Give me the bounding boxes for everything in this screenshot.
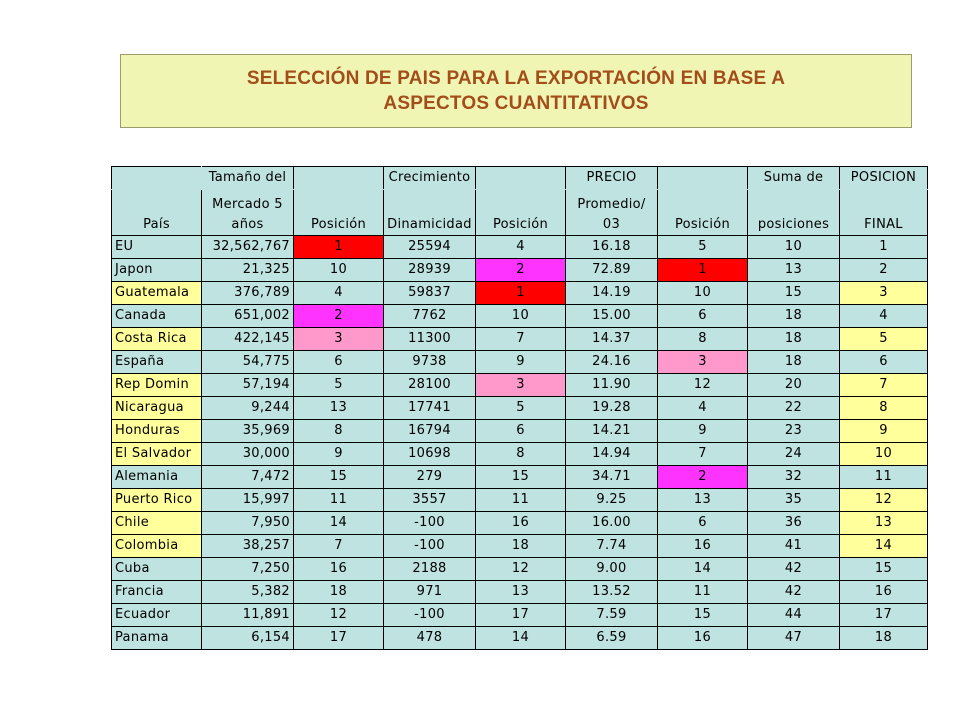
dynamism-cell: 9738 (384, 351, 476, 374)
market-size-cell: 422,145 (202, 328, 294, 351)
position-cell: 17 (294, 627, 384, 650)
country-cell: Cuba (112, 558, 202, 581)
country-cell: Costa Rica (112, 328, 202, 351)
position-cell: 15 (476, 466, 566, 489)
dynamism-cell: -100 (384, 512, 476, 535)
sum-positions-cell: 42 (748, 581, 840, 604)
country-cell: Chile (112, 512, 202, 535)
dynamism-cell: -100 (384, 604, 476, 627)
market-size-cell: 38,257 (202, 535, 294, 558)
header-label: Posición (492, 217, 549, 232)
price-cell: 16.18 (566, 236, 658, 259)
market-size-cell: 57,194 (202, 374, 294, 397)
position-cell: 10 (658, 282, 748, 305)
header-label: Posición (674, 217, 731, 232)
table-row (112, 236, 928, 259)
dynamism-cell: 10698 (384, 443, 476, 466)
market-size-cell: 651,002 (202, 305, 294, 328)
position-cell: 9 (294, 443, 384, 466)
position-cell: 16 (658, 535, 748, 558)
position-cell: 2 (658, 466, 748, 489)
market-size-cell: 21,325 (202, 259, 294, 282)
sum-positions-cell: 18 (748, 305, 840, 328)
table-row (112, 558, 928, 581)
position-cell: 2 (294, 305, 384, 328)
header-cell (476, 190, 566, 236)
final-position-cell: 5 (840, 328, 928, 351)
position-cell: 4 (294, 282, 384, 305)
final-position-cell: 13 (840, 512, 928, 535)
price-cell: 14.94 (566, 443, 658, 466)
dynamism-cell: 279 (384, 466, 476, 489)
position-cell: 11 (476, 489, 566, 512)
header-row-1 (112, 167, 928, 190)
sum-positions-cell: 24 (748, 443, 840, 466)
country-cell: Francia (112, 581, 202, 604)
sum-positions-cell: 10 (748, 236, 840, 259)
position-cell: 6 (658, 305, 748, 328)
table-row (112, 328, 928, 351)
position-cell: 12 (294, 604, 384, 627)
header-label: posiciones (757, 217, 830, 232)
market-size-cell: 5,382 (202, 581, 294, 604)
final-position-cell: 3 (840, 282, 928, 305)
dynamism-cell: 59837 (384, 282, 476, 305)
sum-positions-cell: 35 (748, 489, 840, 512)
market-size-cell: 7,950 (202, 512, 294, 535)
sum-positions-cell: 42 (748, 558, 840, 581)
sum-positions-cell: 41 (748, 535, 840, 558)
header-cell: Crecimiento (384, 167, 476, 190)
country-cell: Japon (112, 259, 202, 282)
price-cell: 72.89 (566, 259, 658, 282)
country-cell: Rep Domin (112, 374, 202, 397)
final-position-cell: 8 (840, 397, 928, 420)
position-cell: 8 (294, 420, 384, 443)
header-cell: POSICION (840, 167, 928, 190)
header-label: Dinamicidad (387, 217, 472, 232)
dynamism-cell: 971 (384, 581, 476, 604)
final-position-cell: 4 (840, 305, 928, 328)
position-cell: 11 (294, 489, 384, 512)
market-size-cell: 54,775 (202, 351, 294, 374)
dynamism-cell: 28939 (384, 259, 476, 282)
position-cell: 12 (658, 374, 748, 397)
country-cell: Colombia (112, 535, 202, 558)
position-cell: 16 (658, 627, 748, 650)
market-size-cell: 376,789 (202, 282, 294, 305)
price-cell: 16.00 (566, 512, 658, 535)
country-cell: Nicaragua (112, 397, 202, 420)
final-position-cell: 11 (840, 466, 928, 489)
price-cell: 14.19 (566, 282, 658, 305)
header-cell (658, 167, 748, 190)
market-size-cell: 6,154 (202, 627, 294, 650)
final-position-cell: 18 (840, 627, 928, 650)
table-row (112, 627, 928, 650)
country-cell: España (112, 351, 202, 374)
header-label: FINAL (864, 217, 903, 232)
position-cell: 9 (658, 420, 748, 443)
position-cell: 2 (476, 259, 566, 282)
position-cell: 13 (294, 397, 384, 420)
header-cell (840, 190, 928, 236)
final-position-cell: 12 (840, 489, 928, 512)
position-cell: 15 (294, 466, 384, 489)
dynamism-cell: 7762 (384, 305, 476, 328)
final-position-cell: 2 (840, 259, 928, 282)
country-cell: El Salvador (112, 443, 202, 466)
price-cell: 9.25 (566, 489, 658, 512)
header-cell (476, 167, 566, 190)
price-cell: 7.59 (566, 604, 658, 627)
table-row (112, 397, 928, 420)
dynamism-cell: 17741 (384, 397, 476, 420)
country-cell: EU (112, 236, 202, 259)
position-cell: 17 (476, 604, 566, 627)
position-cell: 13 (476, 581, 566, 604)
final-position-cell: 1 (840, 236, 928, 259)
price-cell: 11.90 (566, 374, 658, 397)
country-cell: Guatemala (112, 282, 202, 305)
final-position-cell: 16 (840, 581, 928, 604)
position-cell: 11 (658, 581, 748, 604)
position-cell: 14 (658, 558, 748, 581)
position-cell: 7 (476, 328, 566, 351)
header-cell (202, 190, 294, 236)
country-cell: Honduras (112, 420, 202, 443)
dynamism-cell: 478 (384, 627, 476, 650)
position-cell: 6 (476, 420, 566, 443)
price-cell: 19.28 (566, 397, 658, 420)
table-row (112, 443, 928, 466)
position-cell: 16 (476, 512, 566, 535)
position-cell: 3 (658, 351, 748, 374)
position-cell: 1 (658, 259, 748, 282)
header-cell: Suma de (748, 167, 840, 190)
price-cell: 14.21 (566, 420, 658, 443)
position-cell: 3 (476, 374, 566, 397)
header-cell (384, 190, 476, 236)
market-size-cell: 32,562,767 (202, 236, 294, 259)
table-row (112, 466, 928, 489)
position-cell: 8 (476, 443, 566, 466)
final-position-cell: 14 (840, 535, 928, 558)
header-cell (294, 167, 384, 190)
position-cell: 14 (476, 627, 566, 650)
position-cell: 3 (294, 328, 384, 351)
market-size-cell: 35,969 (202, 420, 294, 443)
header-cell (748, 190, 840, 236)
final-position-cell: 17 (840, 604, 928, 627)
table-row (112, 305, 928, 328)
header-row-2 (112, 190, 928, 236)
final-position-cell: 15 (840, 558, 928, 581)
position-cell: 18 (476, 535, 566, 558)
dynamism-cell: 11300 (384, 328, 476, 351)
final-position-cell: 9 (840, 420, 928, 443)
price-cell: 15.00 (566, 305, 658, 328)
header-cell (658, 190, 748, 236)
position-cell: 1 (476, 282, 566, 305)
position-cell: 7 (294, 535, 384, 558)
table-row (112, 351, 928, 374)
header-cell (112, 190, 202, 236)
position-cell: 1 (294, 236, 384, 259)
table-row (112, 512, 928, 535)
table-row (112, 604, 928, 627)
final-position-cell: 10 (840, 443, 928, 466)
title-line-1: SELECCIÓN DE PAIS PARA LA EXPORTACIÓN EN BASE A (246, 68, 786, 89)
position-cell: 7 (658, 443, 748, 466)
country-cell: Alemania (112, 466, 202, 489)
table-body (112, 167, 928, 650)
market-size-cell: 30,000 (202, 443, 294, 466)
table-row (112, 535, 928, 558)
country-cell: Ecuador (112, 604, 202, 627)
market-size-cell: 9,244 (202, 397, 294, 420)
price-cell: 7.74 (566, 535, 658, 558)
table-row (112, 282, 928, 305)
sum-positions-cell: 18 (748, 351, 840, 374)
country-cell: Panama (112, 627, 202, 650)
position-cell: 8 (658, 328, 748, 351)
position-cell: 4 (476, 236, 566, 259)
header-cell (112, 167, 202, 190)
dynamism-cell: 2188 (384, 558, 476, 581)
position-cell: 10 (476, 305, 566, 328)
dynamism-cell: 3557 (384, 489, 476, 512)
country-selection-table (111, 166, 928, 650)
position-cell: 5 (658, 236, 748, 259)
position-cell: 5 (476, 397, 566, 420)
header-cell: PRECIO (566, 167, 658, 190)
final-position-cell: 7 (840, 374, 928, 397)
sum-positions-cell: 20 (748, 374, 840, 397)
header-cell (566, 190, 658, 236)
sum-positions-cell: 22 (748, 397, 840, 420)
position-cell: 18 (294, 581, 384, 604)
dynamism-cell: -100 (384, 535, 476, 558)
table-row (112, 259, 928, 282)
position-cell: 6 (294, 351, 384, 374)
market-size-cell: 7,472 (202, 466, 294, 489)
dynamism-cell: 28100 (384, 374, 476, 397)
position-cell: 12 (476, 558, 566, 581)
sum-positions-cell: 47 (748, 627, 840, 650)
sum-positions-cell: 44 (748, 604, 840, 627)
sum-positions-cell: 23 (748, 420, 840, 443)
final-position-cell: 6 (840, 351, 928, 374)
sum-positions-cell: 13 (748, 259, 840, 282)
position-cell: 4 (658, 397, 748, 420)
header-cell: Tamaño del (202, 167, 294, 190)
position-cell: 14 (294, 512, 384, 535)
page-title (247, 66, 785, 116)
sum-positions-cell: 15 (748, 282, 840, 305)
price-cell: 14.37 (566, 328, 658, 351)
position-cell: 13 (658, 489, 748, 512)
position-cell: 15 (658, 604, 748, 627)
header-label: Promedio/ 03 (577, 197, 646, 232)
position-cell: 6 (658, 512, 748, 535)
table-row (112, 374, 928, 397)
table-row (112, 489, 928, 512)
position-cell: 10 (294, 259, 384, 282)
position-cell: 16 (294, 558, 384, 581)
country-cell: Puerto Rico (112, 489, 202, 512)
table-row (112, 581, 928, 604)
title-line-2: ASPECTOS CUANTITATIVOS (383, 93, 649, 114)
header-label: Mercado 5 años (212, 197, 283, 232)
header-cell (294, 190, 384, 236)
market-size-cell: 15,997 (202, 489, 294, 512)
sum-positions-cell: 36 (748, 512, 840, 535)
price-cell: 24.16 (566, 351, 658, 374)
header-label: País (143, 217, 170, 232)
price-cell: 34.71 (566, 466, 658, 489)
country-cell: Canada (112, 305, 202, 328)
market-size-cell: 7,250 (202, 558, 294, 581)
price-cell: 9.00 (566, 558, 658, 581)
title-box (120, 54, 912, 128)
sum-positions-cell: 32 (748, 466, 840, 489)
sum-positions-cell: 18 (748, 328, 840, 351)
header-label: Posición (310, 217, 367, 232)
price-cell: 13.52 (566, 581, 658, 604)
market-size-cell: 11,891 (202, 604, 294, 627)
price-cell: 6.59 (566, 627, 658, 650)
table-row (112, 420, 928, 443)
dynamism-cell: 16794 (384, 420, 476, 443)
dynamism-cell: 25594 (384, 236, 476, 259)
position-cell: 5 (294, 374, 384, 397)
position-cell: 9 (476, 351, 566, 374)
